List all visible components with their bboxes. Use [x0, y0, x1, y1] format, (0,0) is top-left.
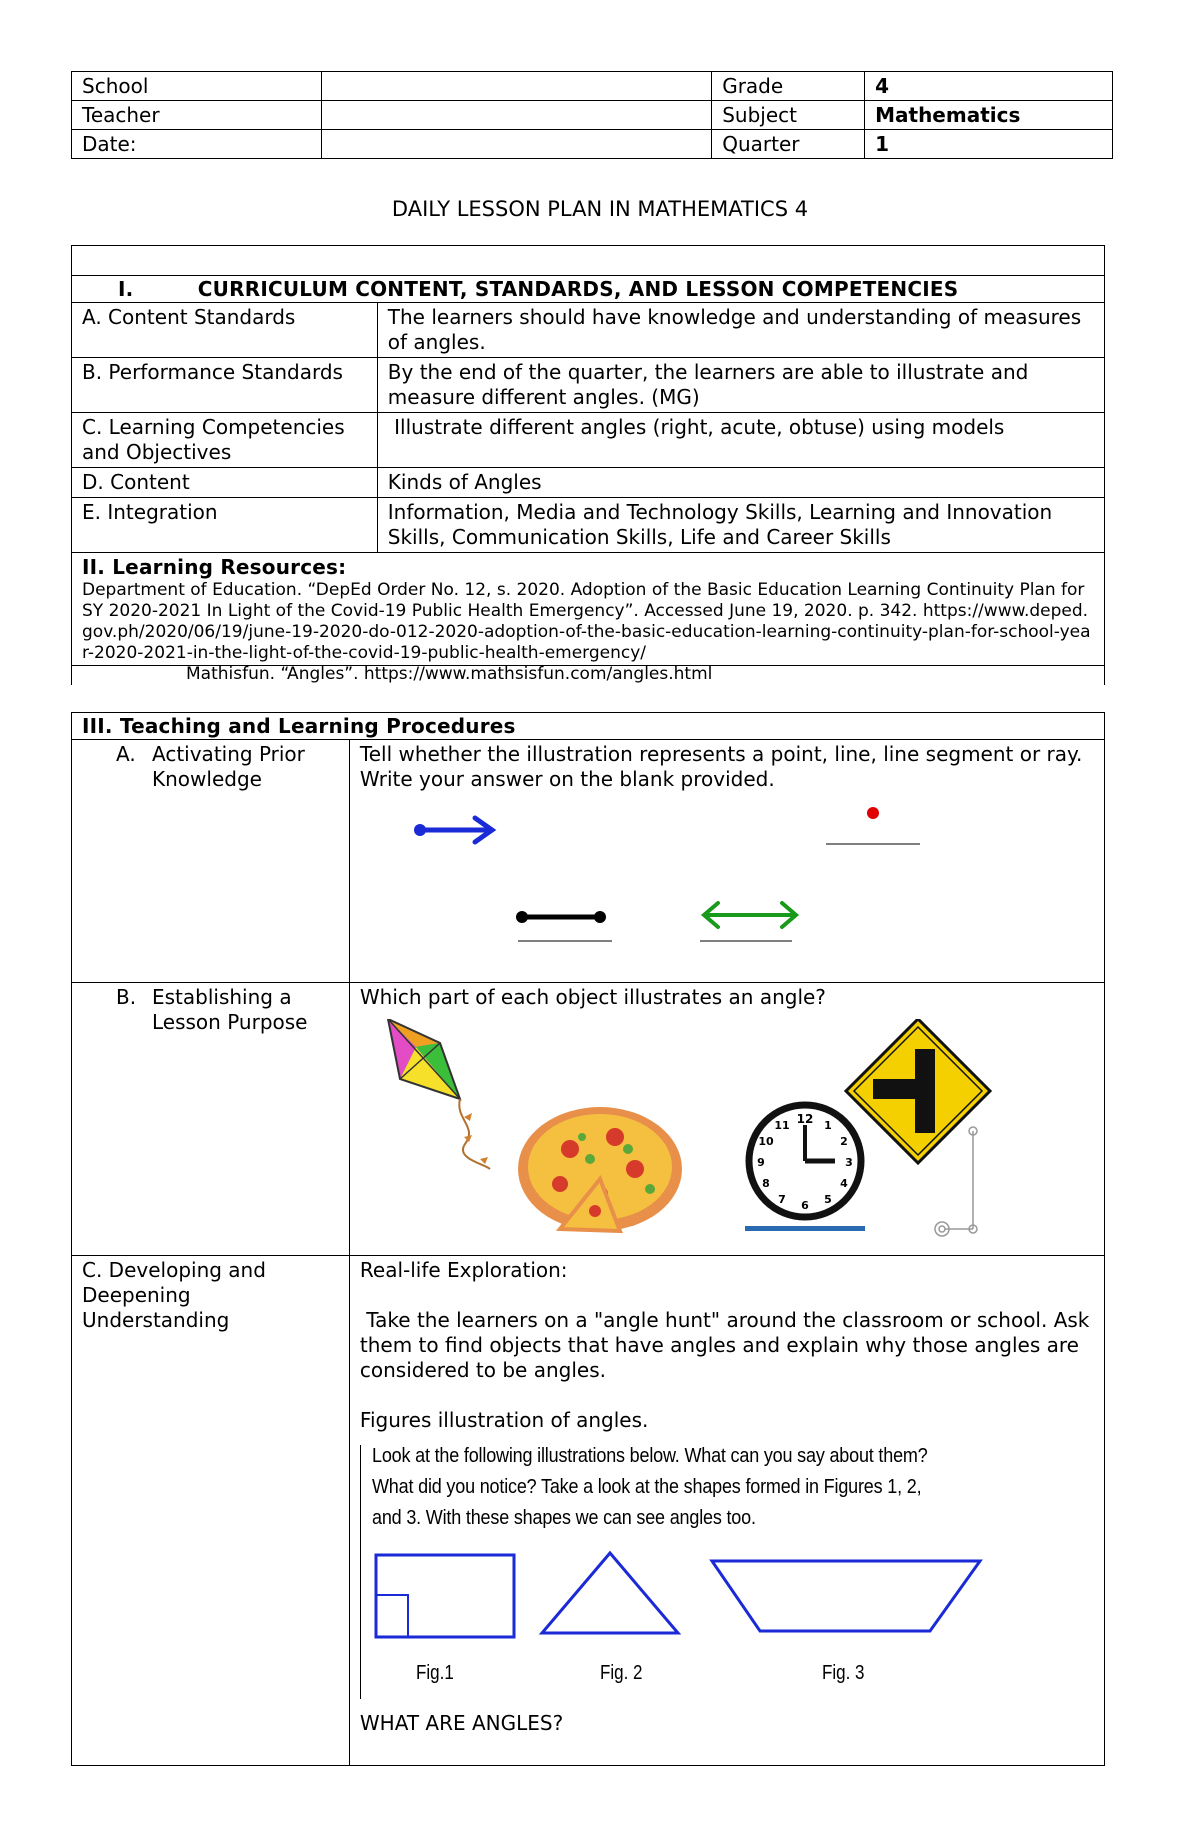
quarter-value: 1 [865, 130, 1113, 159]
resources-bottom-rule [71, 665, 1105, 666]
svg-text:10: 10 [758, 1135, 774, 1148]
subject-label: Subject [712, 101, 865, 130]
school-label: School [72, 72, 322, 101]
svg-text:8: 8 [762, 1177, 770, 1190]
svg-text:9: 9 [757, 1156, 765, 1169]
rectangle-figure [376, 1555, 514, 1637]
angle-objects [360, 1019, 1100, 1249]
figure-caption-text: Look at the following illustrations below. What can you say about them? What did you notice? Take a look at the shapes formed in Figures 1, 2, and 3. With these shapes we can see angles too. [371, 1445, 928, 1529]
procedures-heading: III. Teaching and Learning Procedures [72, 713, 1105, 740]
figure-illustration [360, 1441, 1094, 1711]
item-b-letter: B. [116, 985, 137, 1009]
line-figure [700, 903, 796, 941]
teacher-value [321, 101, 711, 130]
resources-reference-2: Mathisfun. “Angles”. https://www.mathsisfun.com/angles.html [186, 664, 713, 684]
kite-image [388, 1019, 490, 1169]
subject-value: Mathematics [865, 101, 1113, 130]
grade-label: Grade [712, 72, 865, 101]
content-standards-label: A. Content Standards [72, 303, 378, 358]
item-a-letter: A. [116, 742, 136, 766]
grade-value: 4 [865, 72, 1113, 101]
svg-text:5: 5 [824, 1193, 832, 1206]
figures-intro: Figures illustration of angles. [359, 1408, 649, 1432]
content-standards-value: The learners should have knowledge and understanding of measures of angles. [377, 303, 1104, 358]
fig-3-label: Fig. 3 [821, 1662, 865, 1684]
svg-text:3: 3 [845, 1156, 853, 1169]
curriculum-table [71, 245, 1105, 685]
content-value: Kinds of Angles [377, 468, 1104, 498]
curriculum-heading [72, 276, 1105, 303]
header-table [71, 71, 1113, 159]
content-label: D. Content [72, 468, 378, 498]
svg-text:7: 7 [778, 1193, 786, 1206]
svg-text:4: 4 [840, 1177, 848, 1190]
triangle-figure [542, 1553, 678, 1633]
learning-competencies-label: C. Learning Competencies and Objectives [72, 413, 378, 468]
resources-reference-1: Department of Education. “DepEd Order No. 12, s. 2020. Adoption of the Basic Education Learning Continuity Plan for SY 2020-2021 In Light of the Covid-19 Public Health Emergency”. Accessed June 19, 2020. p. 342. https://www.deped.gov.ph/2020/06/19/june-19-2020-do-012-2020-adoption-of-the-basic-education-learning-continuity-plan-for-school-year-2020-2021-in-the-light-of-the-covid-19-public-health-emergency/ [82, 580, 1091, 663]
exploration-heading: Real-life Exploration: [359, 1258, 568, 1282]
integration-value: Information, Media and Technology Skills, Learning and Innovation Skills, Communication Skills, Life and Career Skills [377, 498, 1104, 553]
road-sign-image [846, 1019, 990, 1163]
quarter-label: Quarter [712, 130, 865, 159]
angle-hunt-instructions: Take the learners on a "angle hunt" around the classroom or school. Ask them to find objects that have angles and explain why those angles are considered to be angles. [359, 1308, 1096, 1382]
ray-figure [414, 818, 492, 842]
activating-prior-knowledge-content [349, 740, 1104, 983]
what-are-angles-heading: WHAT ARE ANGLES? [359, 1711, 564, 1735]
performance-standards-label: B. Performance Standards [72, 358, 378, 413]
fig-1-label: Fig.1 [415, 1662, 454, 1684]
teacher-label: Teacher [72, 101, 322, 130]
school-value [321, 72, 711, 101]
svg-text:11: 11 [774, 1119, 790, 1132]
curriculum-heading-num: I. [118, 277, 134, 301]
point-figure [826, 807, 920, 844]
geometry-figures [360, 794, 1100, 974]
developing-understanding-content [349, 1256, 1104, 1766]
blank-row [72, 246, 1105, 276]
trapezoid-figure [712, 1561, 980, 1631]
performance-standards-value: By the end of the quarter, the learners are able to illustrate and measure different angles. (MG) [377, 358, 1104, 413]
pizza-image [518, 1107, 682, 1231]
svg-text:1: 1 [824, 1119, 832, 1132]
date-label: Date: [72, 130, 322, 159]
angle-figures [360, 1549, 1100, 1689]
svg-text:2: 2 [840, 1135, 848, 1148]
date-value [321, 130, 711, 159]
line-segment-figure [516, 911, 612, 941]
learning-competencies-value: Illustrate different angles (right, acute, obtuse) using models [377, 413, 1104, 468]
establishing-lesson-purpose-content [349, 983, 1104, 1256]
procedures-table [71, 712, 1105, 1766]
fig-2-label: Fig. 2 [599, 1662, 643, 1684]
resources-heading: II. Learning Resources: [82, 555, 347, 579]
item-a-label: Activating Prior Knowledge [152, 742, 305, 791]
svg-text:6: 6 [801, 1199, 809, 1212]
clock-image [745, 1105, 865, 1231]
integration-label: E. Integration [72, 498, 378, 553]
establishing-lesson-purpose-label [72, 983, 350, 1256]
activity-a-instructions: Tell whether the illustration represents a point, line, line segment or ray. Write your answer on the blank provided. [359, 742, 1083, 791]
activity-b-question: Which part of each object illustrates an angle? [359, 985, 826, 1009]
document-title: DAILY LESSON PLAN IN MATHEMATICS 4 [391, 197, 809, 221]
developing-understanding-label: C. Developing and Deepening Understanding [72, 1256, 350, 1766]
angle-tool-image [935, 1127, 977, 1236]
activating-prior-knowledge-label [72, 740, 350, 983]
curriculum-heading-text: CURRICULUM CONTENT, STANDARDS, AND LESSON COMPETENCIES [197, 277, 959, 301]
item-b-label: Establishing a Lesson Purpose [152, 985, 308, 1034]
svg-text:12: 12 [796, 1112, 814, 1126]
